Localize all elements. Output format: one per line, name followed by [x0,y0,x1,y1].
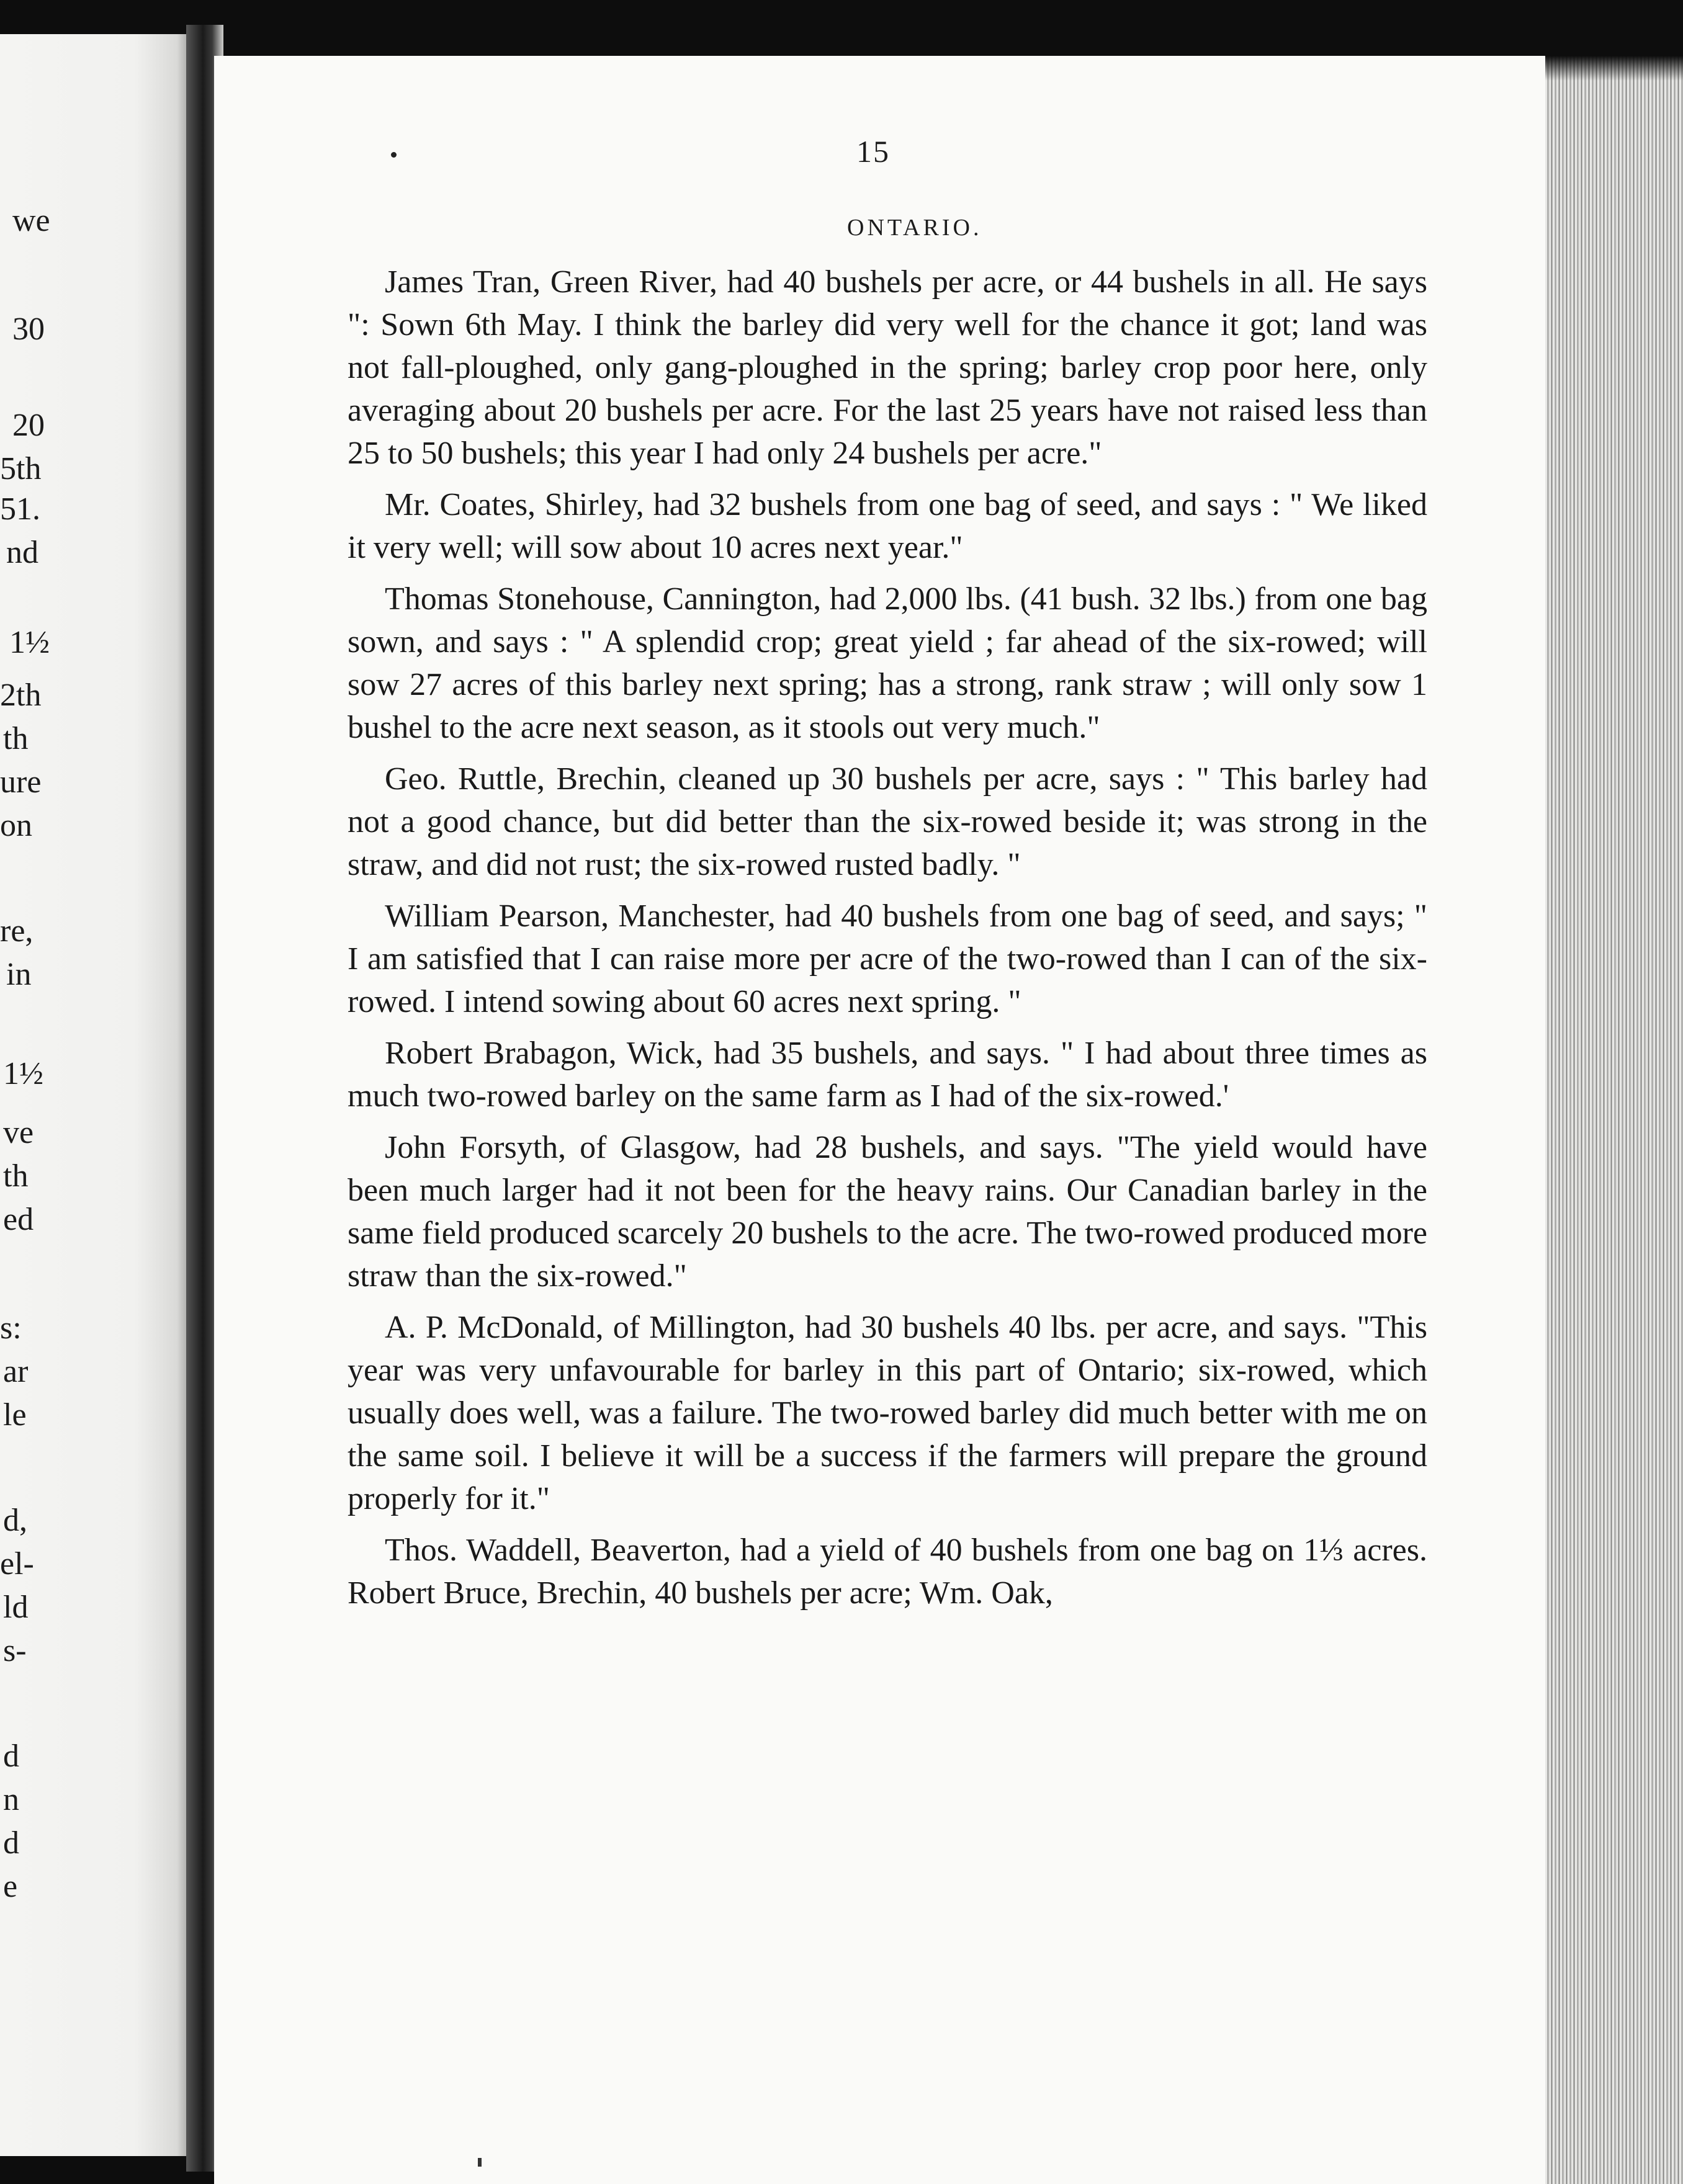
left-page-fragment: d [3,1739,19,1774]
paragraph: A. P. McDonald, of Millington, had 30 bushels 40 lbs. per acre, and says. "This year was very unfavourable for barley in this part of Ontario; six-rowed, which usually does well, was a failure. The two-rowed barley did much better with me on the same soil. I believe it will be a success if the farmers will prepare the ground properly for it." [348,1310,1427,1516]
print-speck [478,2158,482,2167]
left-page-fragment: le [3,1397,27,1433]
left-page-fragment: 20 [12,408,45,443]
paragraph: James Tran, Green River, had 40 bushels per acre, or 44 bushels in all. He says ": Sown 6th May. I think the barley did very well for the chance it got; land was not fall-ploughed, only gang-ploughed in the spring; barley crop poor here, only averaging about 20 bushels per acre. For the last 25 years have not raised less than 25 to 50 bushels; this year I had only 24 bushels per acre." [348,264,1427,471]
left-page-fragment: s: [0,1310,22,1346]
left-page-fragment: nd [6,535,38,570]
section-heading: ONTARIO. [847,215,982,241]
page-edges [1545,56,1683,2184]
left-page-fragment: th [3,1158,29,1194]
left-page-fragment: we [12,203,50,238]
left-page-fragment: ure [0,764,42,800]
paragraph: Robert Brabagon, Wick, had 35 bushels, and says. " I had about three times as much two-rowed barley on the same farm as I had of the six-rowed.' [348,1036,1427,1114]
paragraph: Geo. Ruttle, Brechin, cleaned up 30 bushels per acre, says : " This barley had not a good chance, but did better than the six-rowed beside it; was strong in the straw, and did not rust; the six-rowed rusted badly. " [348,761,1427,882]
left-page-fragment: n [3,1782,19,1817]
paragraph: Thomas Stonehouse, Cannington, had 2,000 lbs. (41 bush. 32 lbs.) from one bag sown, and says : " A splendid crop; great yield ; far ahead of the six-rowed; will sow 27 acres of this barley next spring; has a strong, rank straw ; will only sow 1 bushel to the acre next season, as it stools out very much." [348,581,1427,745]
left-page-fragment: 1½ [3,1056,43,1091]
left-page-fragment: d [3,1825,19,1861]
left-page-fragment: 51. [0,491,40,527]
left-page-fragment: 30 [12,311,45,347]
left-page-fragment: in [6,957,32,992]
page-number: 15 [856,134,890,169]
left-page-fragment: re, [0,913,34,949]
paragraph: Thos. Waddell, Beaverton, had a yield of 40 bushels from one bag on 1⅓ acres. Robert Bruce, Brechin, 40 bushels per acre; Wm. Oak, [348,1533,1427,1611]
paragraph: William Pearson, Manchester, had 40 bushels from one bag of seed, and says; " I am satisfied that I can raise more per acre of the two-rowed than I can of the six-rowed. I intend sowing about 60 acres next spring. " [348,898,1427,1019]
left-page-fragment: 1½ [9,625,50,660]
left-page-fragment: th [3,721,29,756]
print-speck [391,152,397,158]
left-page-fragment: on [0,808,32,843]
left-facing-page [0,34,192,2156]
body-text [348,261,1427,1623]
left-page-fragment: e [3,1869,18,1904]
left-page-fragment: 2th [0,678,42,713]
left-page-fragment: s- [3,1633,27,1668]
left-page-fragment: d, [3,1503,27,1538]
left-page-fragment: ld [3,1590,29,1625]
left-page-fragment: ve [3,1115,34,1150]
left-page-fragment: el- [0,1546,34,1582]
left-page-fragment: ed [3,1202,34,1237]
page-edges-shadow [1545,56,1683,81]
left-page-fragment: 5th [0,451,42,486]
paragraph: John Forsyth, of Glasgow, had 28 bushels, and says. "The yield would have been much larger had it not been for the heavy rains. Our Canadian barley in the same field produced scarcely 20 bushels to the acre. The two-rowed produced more straw than the six-rowed." [348,1130,1427,1294]
left-page-fragment: ar [3,1354,29,1389]
paragraph: Mr. Coates, Shirley, had 32 bushels from one bag of seed, and says : " We liked it very well; will sow about 10 acres next year." [348,487,1427,565]
